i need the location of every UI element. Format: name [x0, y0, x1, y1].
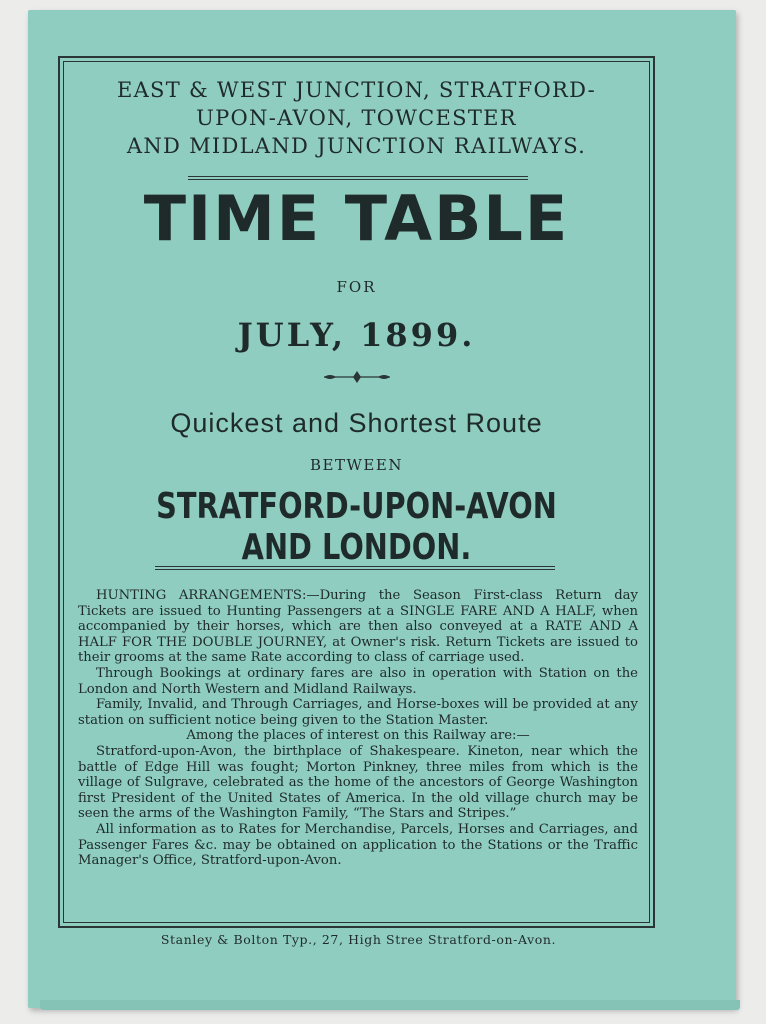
page-edge — [40, 1000, 740, 1010]
printer-imprint: Stanley & Bolton Typ., 27, High Stree Stratford-on-Avon. — [160, 932, 557, 947]
divider-top — [188, 176, 528, 177]
ornament-icon — [60, 368, 653, 386]
divider-bottom — [155, 566, 555, 567]
heading-line-1: EAST & WEST JUNCTION, STRATFORD- — [116, 78, 597, 102]
heading-line-2: UPON-AVON, TOWCESTER — [196, 106, 517, 130]
places-paragraph: Stratford-upon-Avon, the birthplace of Shakespeare. Kineton, near which the battle of Edge Hill was fought; Morton Pinkney, three miles from which is the village of Sulgrave, celebrated as the home of the ancestors of George Washington first President of the United States of America. In the old village church may be seen the arms of the Washington Family, “The Stars and Stripes.” — [78, 743, 638, 822]
railway-heading — [60, 76, 653, 160]
heading-line-3: AND MIDLAND JUNCTION RAILWAYS. — [126, 134, 587, 158]
border-frame — [58, 56, 655, 928]
notice-text — [78, 588, 638, 869]
between-label: BETWEEN — [310, 456, 403, 474]
page-title: TIME TABLE — [143, 182, 570, 255]
bookings-paragraph: Through Bookings at ordinary fares are also in operation with Station on the London and North Western and Midland Railways. — [78, 665, 638, 697]
route-line: Quickest and Shortest Route — [170, 408, 543, 438]
for-label: FOR — [336, 278, 377, 296]
places-intro: Among the places of interest on this Railway are:— — [186, 728, 530, 744]
hunting-paragraph: HUNTING ARRANGEMENTS:—During the Season First-class Return day Tickets are issued to Hunting Passengers at a SINGLE FARE AND A HALF, when accompanied by their horses, which are then also conveyed at a RATE AND A HALF FOR THE DOUBLE JOURNEY, at Owner's risk. Return Tickets are issued to their grooms at the same Rate according to class of carriage used. — [78, 588, 638, 666]
information-paragraph: All information as to Rates for Merchandise, Parcels, Horses and Carriages, and Passenger Fares &c. may be obtained on application to the Stations or the Traffic Manager's Office, Stratford-upon-Avon. — [78, 821, 638, 869]
destinations: STRATFORD-UPON-AVON AND LONDON. — [156, 486, 557, 568]
carriages-paragraph: Family, Invalid, and Through Carriages, and Horse-boxes will be provided at any station on sufficient notice being given to the Station Master. — [78, 697, 638, 728]
timetable-date: JULY, 1899. — [237, 316, 476, 354]
